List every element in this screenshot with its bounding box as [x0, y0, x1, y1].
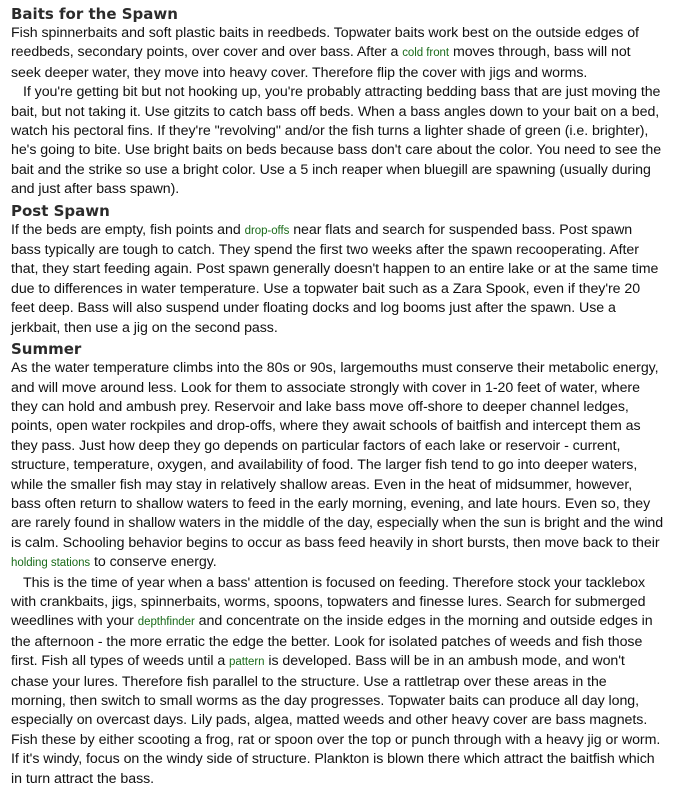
paragraph: [11, 221, 664, 338]
text-run: As the water temperature climbs into the 80s or 90s, largemouths must conserve their metabolic energy, and will move around less. Look for them to associate strongly with cover in 1-20 feet of water, where they can hold and ambush prey. Reservoir and lake bass move off-shore to deeper channel ledges, points, open water rockpiles and drop-offs, where they await schools of baitfish and intercept them as they pass. Just how deep they go depends on particular factors of each lake or reservoir - current, structure, temperature, oxygen, and availability of food. The larger fish tend to go into deeper waters, while the smaller fish may stay in relatively shallow areas. Even in the heat of midsummer, however, bass often return to shallow waters to feed in the early morning, evening, and late hours. Even so, they are rarely found in shallow waters in the middle of the day, especially when the sun is bright and the wind is calm. Schooling behavior begins to occur as bass feed heavily in short bursts, then move back to their: [11, 360, 664, 551]
text-run: This is the time of year when a bass' attention is focused on feeding. Therefore stock your tacklebox with crankbaits, jigs, spinnerbaits, worms, spoons, topwaters and finesse lures. Search for submerged weedlines with your: [11, 574, 646, 630]
section-post-spawn: [11, 201, 664, 338]
text-run: If the beds are empty, fish points and: [11, 221, 245, 238]
heading-baits-for-the-spawn: Baits for the Spawn: [11, 5, 178, 23]
section-summer: [11, 339, 664, 789]
paragraph: [11, 24, 664, 83]
paragraph: [11, 574, 664, 789]
section-spawn: [11, 4, 664, 200]
link-cold-front[interactable]: cold front: [402, 47, 450, 60]
paragraph: [11, 359, 664, 573]
paragraph: If you're getting bit but not hooking up, you're probably attracting bedding bass that are just moving the bait, but not taking it. Use gitzits to catch bass off beds. When a bass angles down to your bait on a bed, watch his pectoral fins. If they're "revolving" and/or the fish turns a lighter shade of green (i.e. brighter), he's going to bite. Use bright baits on beds because bass don't care about the color. You need to see the bait and the strike so use a bright color. Use a 5 inch reaper when bluegill are spawning (usually during and just after bass spawn).: [11, 84, 662, 198]
link-pattern[interactable]: pattern: [229, 656, 265, 669]
link-drop-offs[interactable]: drop-offs: [244, 224, 290, 237]
text-run: Fish spinnerbaits and soft plastic baits in reedbeds. Topwater baits work best on the outside edges of reedbeds, secondary points, over cover and over bass. After a: [11, 25, 639, 61]
text-run: to conserve energy.: [90, 554, 217, 571]
link-depthfinder[interactable]: depthfinder: [137, 616, 195, 629]
heading-post-spawn: Post Spawn: [11, 201, 110, 220]
link-holding-stations[interactable]: holding stations: [11, 557, 91, 570]
heading-summer: Summer: [11, 340, 82, 359]
text-run: near flats and search for suspended bass. Post spawn bass typically are tough to catch. They spend the first two weeks after the spawn recooperating. After that, they start feeding again. Post spawn generally doesn't happen to an entire lake or at the same time due to differences in water temperature. Use a topwater bait such as a Zara Spook, even if they're 20 feet deep. Bass will also suspend under floating docks and log booms just after the spawn. Use a jerkbait, then use a jig on the second pass.: [11, 221, 659, 336]
text-run: is developed. Bass will be in an ambush mode, and won't chase your lures. Therefore fish parallel to the structure. Use a rattletrap over these areas in the morning, then switch to small worms as the day progresses. Topwater baits can produce all day long, especially on overcast days. Lily pads, algea, matted weeds and other heavy cover are bass magnets. Fish these by either scooting a frog, rat or spoon over the top or punch through with a heavy jig or worm. If it's windy, focus on the windy side of structure. Plankton is blown there which attract the baitfish which in turn attract the bass.: [11, 653, 661, 787]
text-run: and concentrate on the inside edges in the morning and outside edges in the afternoon - the more erratic the edge the better. Look for isolated patches of weeds and fish those first. Fish all types of weeds until a: [11, 613, 653, 670]
text-run: moves through, bass will not seek deeper water, they move into heavy cover. Therefore flip the cover with jigs and worms.: [11, 44, 631, 81]
